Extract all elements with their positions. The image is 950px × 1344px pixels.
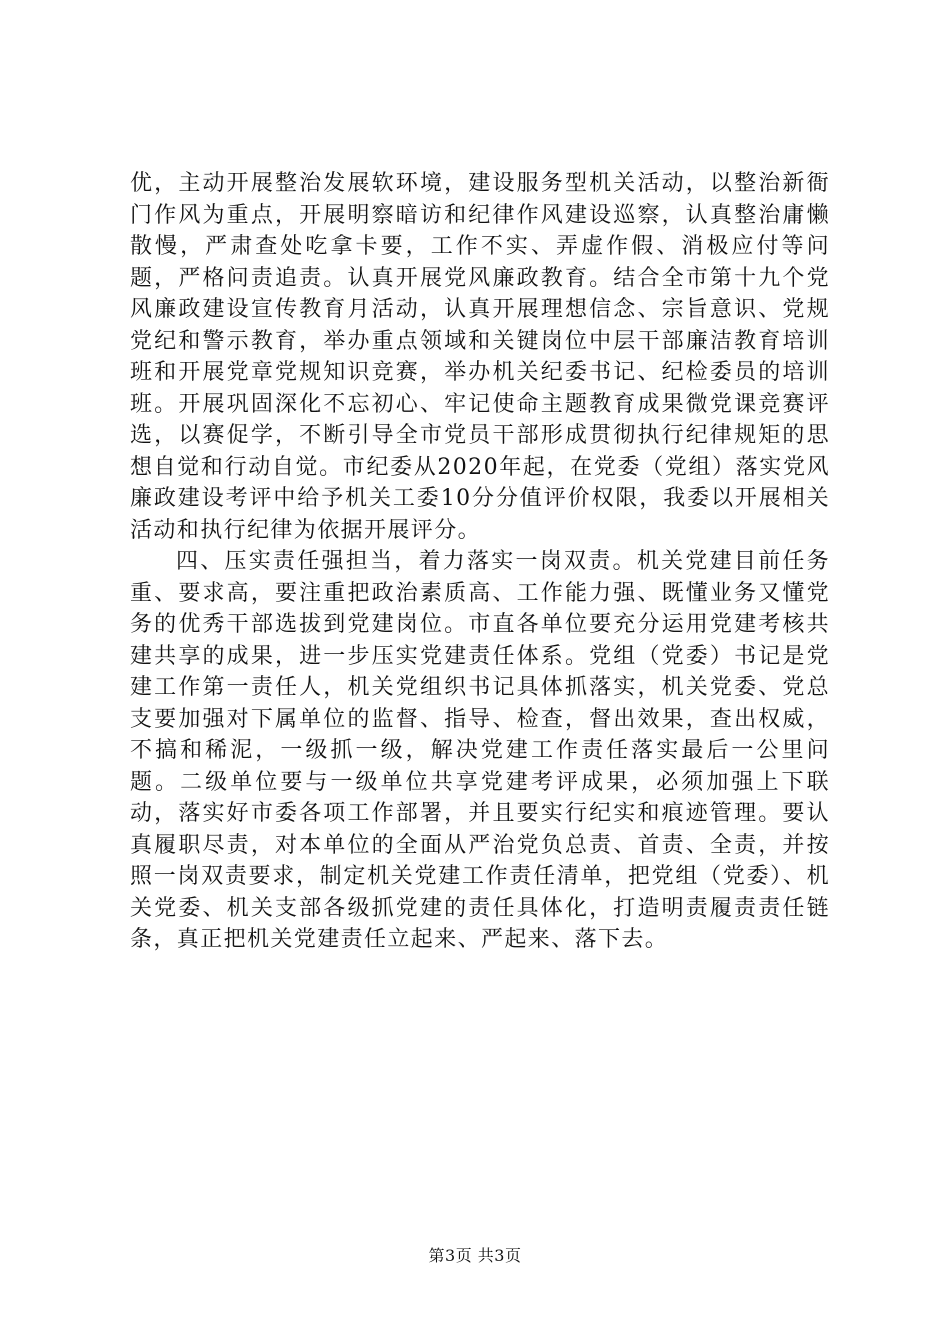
document-body [130,168,830,956]
paragraph-section-four: 四、压实责任强担当，着力落实一岗双责。机关党建目前任务重、要求高，要注重把政治素质高、工作能力强、既懂业务又懂党务的优秀干部选拔到党建岗位。市直各单位要充分运用党建考核共建共享的成果，进一步压实党建责任体系。党组（党委）书记是党建工作第一责任人，机关党组织书记具体抓落实，机关党委、党总支要加强对下属单位的监督、指导、检查，督出效果，查出权威，不搞和稀泥，一级抓一级，解决党建工作责任落实最后一公里问题。二级单位要与一级单位共享党建考评成果，必须加强上下联动，落实好市委各项工作部署，并且要实行纪实和痕迹管理。要认真履职尽责，对本单位的全面从严治党负总责、首责、全责，并按照一岗双责要求，制定机关党建工作责任清单，把党组（党委）、机关党委、机关支部各级抓党建的责任具体化，打造明责履责责任链条，真正把机关党建责任立起来、严起来、落下去。 [130,549,830,952]
page-number-footer: 第3页 共3页 [428,1246,522,1265]
paragraph-continued: 优，主动开展整治发展软环境，建设服务型机关活动，以整治新衙门作风为重点，开展明察暗访和纪律作风建设巡察，认真整治庸懒散慢，严肃查处吃拿卡要，工作不实、弄虚作假、消极应付等问题，严格问责追责。认真开展党风廉政教育。结合全市第十九个党风廉政建设宣传教育月活动，认真开展理想信念、宗旨意识、党规党纪和警示教育，举办重点领域和关键岗位中层干部廉洁教育培训班和开展党章党规知识竞赛，举办机关纪委书记、纪检委员的培训班。开展巩固深化不忘初心、牢记使命主题教育成果微党课竞赛评选，以赛促学，不断引导全市党员干部形成贯彻执行纪律规矩的思想自觉和行动自觉。市纪委从2020年起，在党委（党组）落实党风廉政建设考评中给予机关工委10分分值评价权限，我委以开展相关活动和执行纪律为依据开展评分。 [130,171,830,543]
